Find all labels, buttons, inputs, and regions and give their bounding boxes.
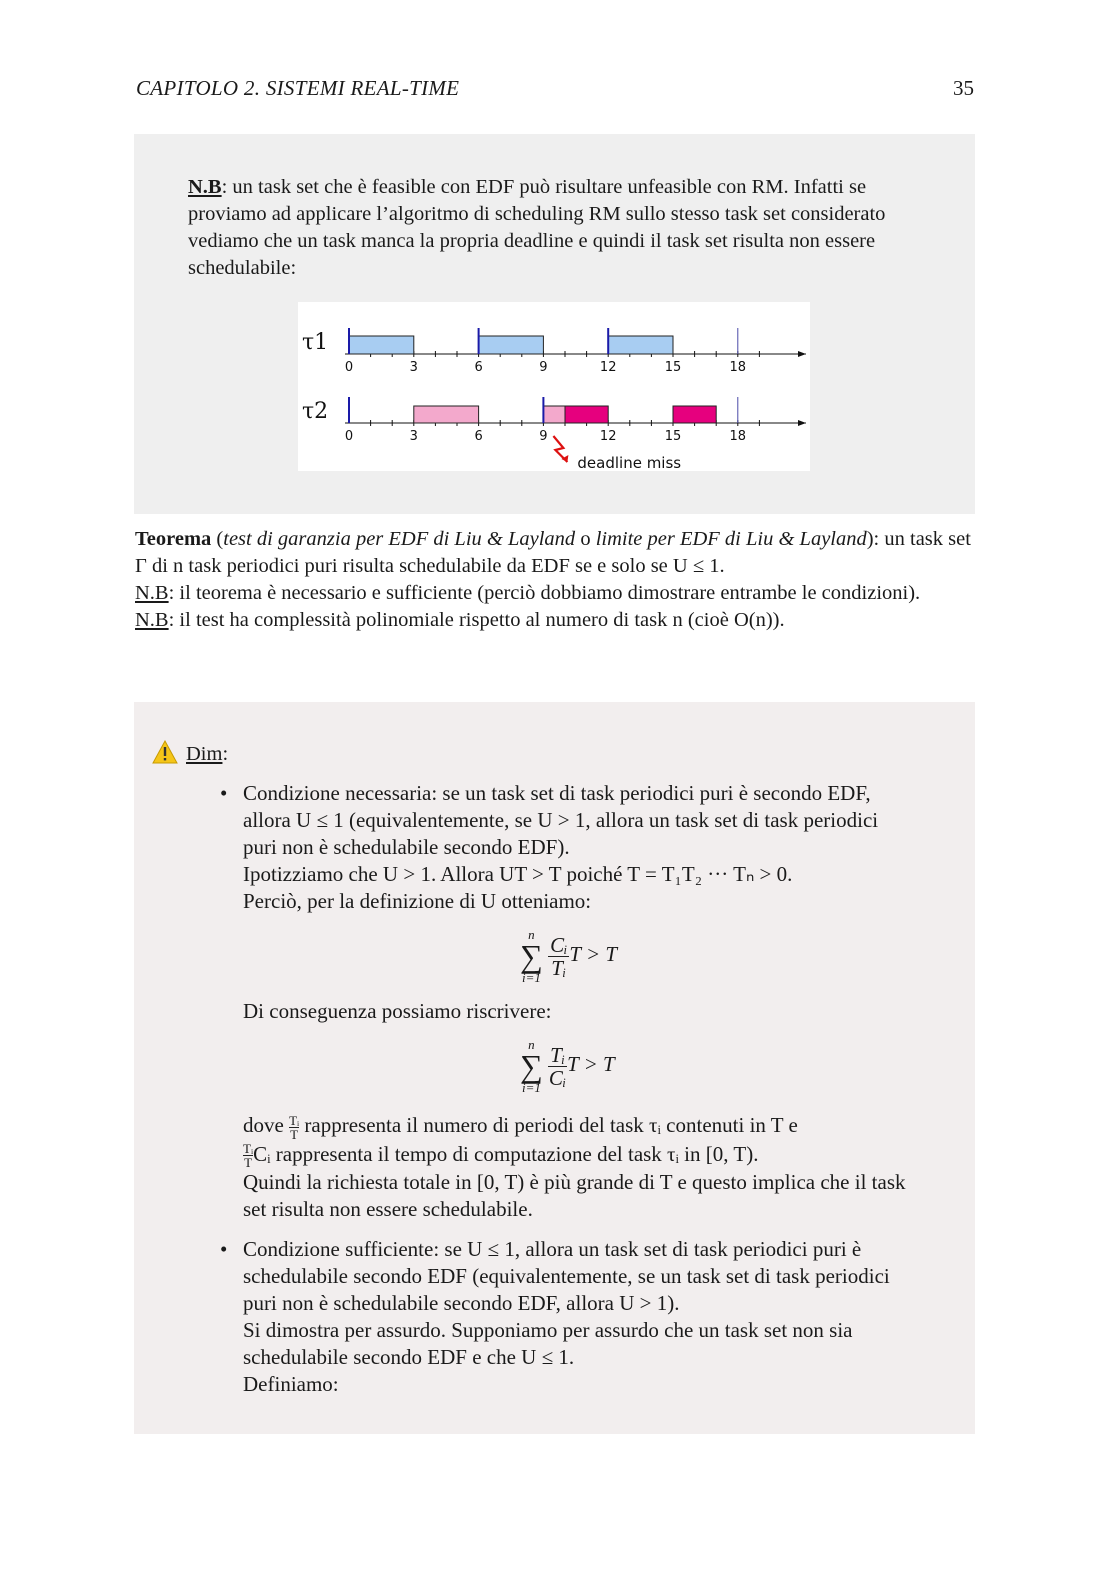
proof-title: Dim xyxy=(186,743,223,765)
nb-text-3: : il test ha complessità polinomiale rispetto al numero di task n (cioè O(n)). xyxy=(168,609,785,631)
deadline-miss-label: deadline miss xyxy=(577,454,682,471)
tick-label: 15 xyxy=(664,360,682,375)
denominator: T xyxy=(290,1126,299,1142)
proof-heading xyxy=(152,740,452,768)
inline-fraction-b xyxy=(243,1142,253,1169)
theorem-name-b: limite per EDF di Liu & Layland xyxy=(595,528,867,550)
numerator: Tᵢ xyxy=(550,1042,566,1067)
tick-label: 6 xyxy=(474,429,483,444)
rm-schedule-chart xyxy=(298,302,810,471)
theorem-or: o xyxy=(575,528,596,550)
equation-tail: T > T xyxy=(567,1051,615,1076)
tick-label: 3 xyxy=(409,429,418,444)
execution-bar xyxy=(479,336,544,354)
nb-label: N.B xyxy=(188,176,222,198)
task-label: τ1 xyxy=(302,330,329,355)
execution-bar xyxy=(673,406,716,423)
hypothesis-text: Ipotizziamo che U > 1. Allora UT > T poiché T = T₁T₂ ··· Tₙ > 0. xyxy=(243,862,793,886)
nb-label-2: N.B xyxy=(135,582,169,604)
theorem-name-a: test di garanzia per EDF di Liu & Layland xyxy=(223,528,576,550)
sum-upper: n xyxy=(528,927,535,942)
bullet-list-sufficient xyxy=(214,1236,904,1398)
equation-2 xyxy=(520,1038,615,1094)
tick-label: 0 xyxy=(344,360,354,375)
theorem-block xyxy=(135,526,973,634)
tick-label: 0 xyxy=(344,429,354,444)
tick-label: 6 xyxy=(474,360,483,375)
theorem-paren-open: ( xyxy=(211,528,224,550)
denominator: Cᵢ xyxy=(548,1065,567,1090)
sigma: ∑ xyxy=(520,938,543,974)
definition-text: Perciò, per la definizione di U otteniamo: xyxy=(243,889,592,913)
bullet-dot: • xyxy=(220,781,228,805)
equation-1 xyxy=(520,928,617,984)
gantt-svg xyxy=(298,302,810,471)
bullet-list-necessary xyxy=(214,780,904,915)
nb-text-2: : il teorema è necessario e sufficiente (perciò dobbiamo dimostrare entrambe le condizioni). xyxy=(168,582,921,604)
fraction xyxy=(548,1044,567,1089)
tick-label: 18 xyxy=(729,360,747,375)
explanation-line2: Cᵢ rappresenta il tempo di computazione del task τᵢ in [0, T). xyxy=(253,1141,759,1166)
tick-label: 9 xyxy=(539,360,548,375)
denominator: Tᵢ xyxy=(551,955,567,980)
sum-lower: i=1 xyxy=(521,1080,541,1095)
task-label: τ2 xyxy=(302,399,329,424)
explanation-paragraph xyxy=(243,1112,913,1223)
tick-label: 3 xyxy=(409,360,418,375)
absurd-text: Si dimostra per assurdo. Supponiamo per assurdo che un task set non sia schedulabile secondo EDF e che U ≤ 1. xyxy=(243,1318,853,1369)
necessary-condition-text: Condizione necessaria: se un task set di task periodici puri è secondo EDF, allora U ≤ 1 (equivalentemente, se U > 1, allora un task set di task periodici puri non è schedulabile secondo EDF). xyxy=(243,781,879,859)
bullet-dot: • xyxy=(220,1237,228,1261)
warning-icon xyxy=(152,740,178,764)
page-number: 35 xyxy=(953,76,974,100)
tick-label: 12 xyxy=(599,429,617,444)
theorem-title: Teorema xyxy=(135,528,212,550)
denominator: T xyxy=(244,1155,253,1171)
numerator: Tᵢ xyxy=(289,1112,300,1128)
sum-lower: i=1 xyxy=(521,970,541,985)
sum-symbol xyxy=(520,928,543,984)
execution-bar xyxy=(543,406,565,423)
note-paragraph xyxy=(188,174,928,282)
equation-tail: T > T xyxy=(569,941,618,966)
proof-title-colon: : xyxy=(222,743,229,765)
theorem-statement: ): un task set Γ di n task periodici puri risulta schedulabile da EDF se e solo se U ≤ 1. xyxy=(135,528,971,577)
chapter-title: CAPITOLO 2. SISTEMI REAL-TIME xyxy=(136,76,460,100)
sum-upper: n xyxy=(528,1037,535,1052)
sum-symbol xyxy=(520,1038,543,1094)
execution-bar xyxy=(349,336,414,354)
execution-bar xyxy=(608,336,673,354)
fraction xyxy=(548,934,569,979)
conclusion-text: Quindi la richiesta totale in [0, T) è più grande di T e questo implica che il task set risulta non essere schedulabile. xyxy=(243,1170,906,1222)
rewrite-text: Di conseguenza possiamo riscrivere: xyxy=(243,999,552,1023)
nb-text: : un task set che è feasible con EDF può risultare unfeasible con RM. Infatti se proviamo ad applicare l’algoritmo di scheduling RM sullo stesso task set considerato vediamo che un task manca la propria deadline e quindi il task set risulta non essere schedulabile: xyxy=(188,176,886,279)
execution-bar xyxy=(565,406,608,423)
list-item xyxy=(214,1236,904,1398)
explanation-line1: rappresenta il numero di periodi del task τᵢ contenuti in T e xyxy=(299,1113,798,1137)
dove-word: dove xyxy=(243,1113,284,1137)
sigma: ∑ xyxy=(520,1048,543,1084)
sufficient-condition-text: Condizione sufficiente: se U ≤ 1, allora un task set di task periodici puri è schedulabile secondo EDF (equivalentemente, se un task set di task periodici puri non è schedulabile secondo EDF, allora U > 1). xyxy=(243,1237,890,1315)
axis-arrow xyxy=(798,351,806,357)
execution-bar xyxy=(414,406,479,423)
numerator: Cᵢ xyxy=(550,932,568,957)
tick-label: 15 xyxy=(664,429,682,444)
tick-label: 18 xyxy=(729,429,747,444)
tick-label: 9 xyxy=(539,429,548,444)
numerator: Tᵢ xyxy=(243,1141,254,1157)
inline-fraction-a xyxy=(289,1114,299,1141)
running-header xyxy=(136,76,974,106)
list-item xyxy=(214,780,904,915)
tick-label: 12 xyxy=(599,360,617,375)
nb-label-3: N.B xyxy=(135,609,169,631)
define-text: Definiamo: xyxy=(243,1372,339,1396)
axis-arrow xyxy=(798,420,806,426)
